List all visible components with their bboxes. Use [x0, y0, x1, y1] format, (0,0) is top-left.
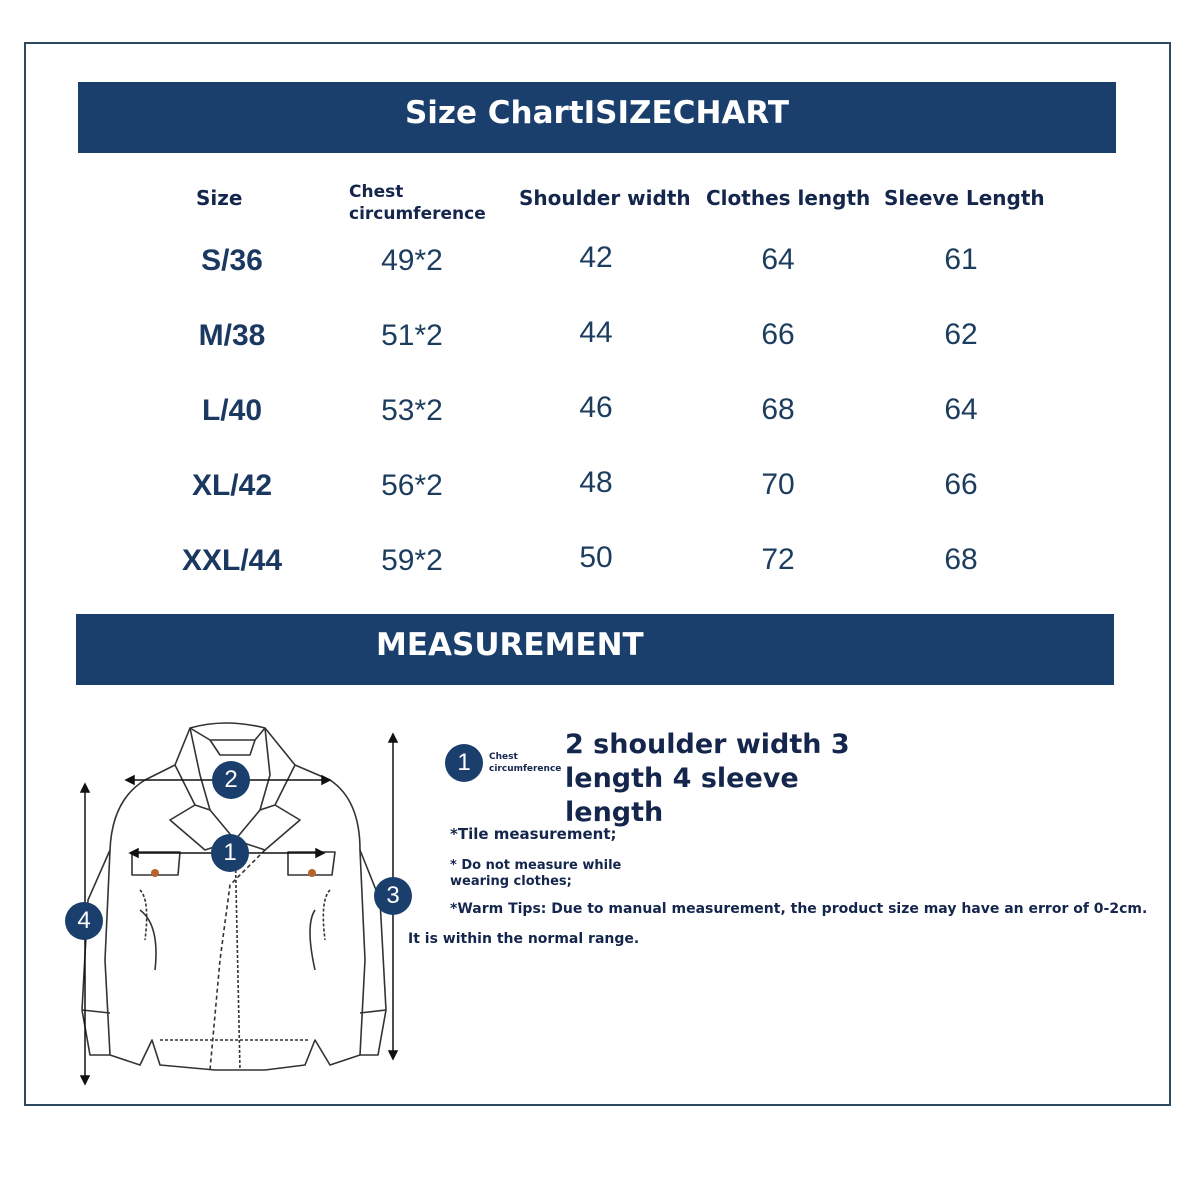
- measurement-title: MEASUREMENT: [376, 627, 644, 663]
- size-chart-title-banner: [78, 82, 1116, 153]
- badge-2: 2: [212, 761, 250, 799]
- row-size: S/36: [201, 244, 263, 277]
- note-normal-range: It is within the normal range.: [408, 931, 640, 947]
- row-chest: 56*2: [381, 469, 443, 502]
- header-sleeve: Sleeve Length: [884, 186, 1045, 210]
- badge-1: 1: [211, 834, 249, 872]
- row-shoulder: 48: [579, 466, 613, 499]
- row-shoulder: 46: [579, 391, 613, 424]
- row-shoulder: 44: [579, 316, 613, 349]
- row-chest: 53*2: [381, 394, 443, 427]
- row-length: 72: [761, 543, 795, 576]
- row-size: L/40: [201, 394, 263, 427]
- legend-text: 2 shoulder width 3 length 4 sleeve length: [565, 729, 850, 828]
- size-chart-title: Size ChartISIZECHART: [404, 95, 790, 131]
- row-chest: 49*2: [381, 244, 443, 277]
- row-length: 64: [761, 243, 795, 276]
- badge-3: 3: [374, 877, 412, 915]
- row-sleeve: 68: [944, 543, 978, 576]
- note-warm-tips: *Warm Tips: Due to manual measurement, the product size may have an error of 0-2cm.: [450, 901, 1148, 917]
- row-chest: 51*2: [381, 319, 443, 352]
- row-sleeve: 64: [944, 393, 978, 426]
- row-shoulder: 42: [579, 241, 613, 274]
- row-sleeve: 66: [944, 468, 978, 501]
- legend-chest-label: Chest circumference: [489, 752, 562, 774]
- row-length: 70: [761, 468, 795, 501]
- note-tile: *Tile measurement;: [450, 825, 617, 843]
- row-size: XL/42: [191, 469, 273, 502]
- row-size: XXL/44: [181, 544, 283, 577]
- measurement-banner: [76, 614, 1114, 685]
- header-size: Size: [196, 186, 243, 210]
- row-length: 68: [761, 393, 795, 426]
- row-chest: 59*2: [381, 544, 443, 577]
- header-length: Clothes length: [706, 186, 871, 210]
- header-chest: Chest circumference: [349, 182, 486, 224]
- row-sleeve: 61: [944, 243, 978, 276]
- note-do-not: * Do not measure while wearing clothes;: [450, 858, 622, 889]
- legend-badge-1: 1: [445, 744, 483, 782]
- row-size: M/38: [198, 319, 266, 352]
- badge-4: 4: [65, 902, 103, 940]
- row-length: 66: [761, 318, 795, 351]
- row-shoulder: 50: [579, 541, 613, 574]
- row-sleeve: 62: [944, 318, 978, 351]
- header-shoulder: Shoulder width: [519, 186, 691, 210]
